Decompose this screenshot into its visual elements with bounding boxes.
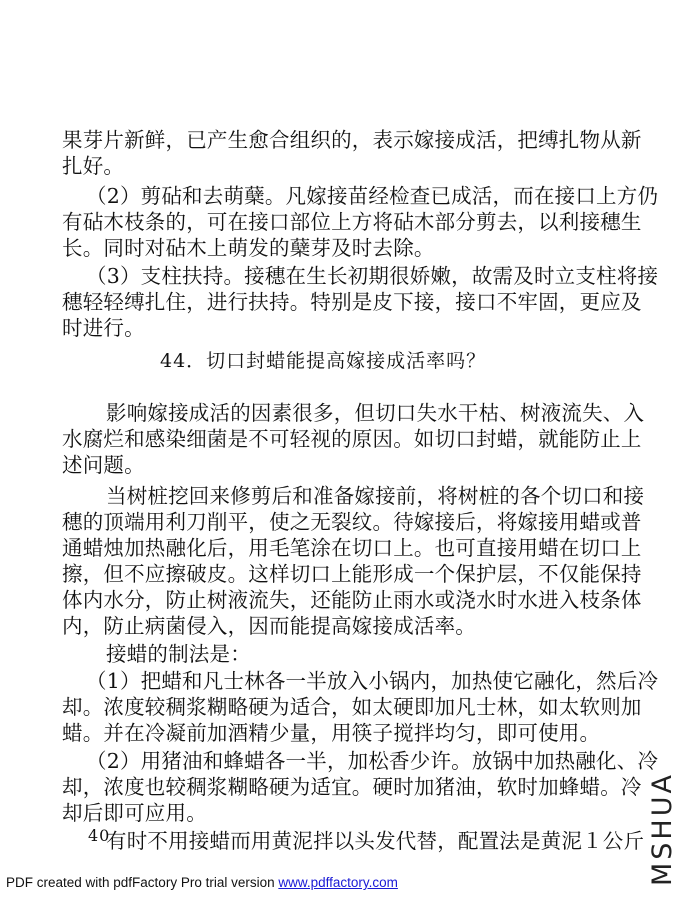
text-line: 长。同时对砧木上萌发的蘖芽及时去除。 — [62, 236, 435, 260]
text-line: 蜡。并在冷凝前加酒精少量，用筷子搅拌均匀，即可使用。 — [62, 721, 601, 745]
text-line: 当树桩挖回来修剪后和准备嫁接前，将树桩的各个切口和接 — [106, 484, 645, 508]
text-line: 却，浓度也较稠浆糊略硬为适宜。硬时加猪油，软时加蜂蜡。冷 — [62, 775, 642, 799]
text-line: （2）剪砧和去萌蘖。凡嫁接苗经检查已成活，而在接口上方仍 — [86, 184, 659, 208]
text-line: 接蜡的制法是： — [106, 642, 251, 666]
page-number: 40 — [88, 826, 111, 845]
text-line: 有砧木枝条的，可在接口部位上方将砧木部分剪去，以利接穗生 — [62, 210, 642, 234]
text-line: 穗的顶端用利刀削平，使之无裂纹。待嫁接后，将嫁接用蜡或普 — [62, 510, 642, 534]
pdf-footer — [6, 874, 398, 892]
text-line: 却。浓度较稠浆糊略硬为适合，如太硬即加凡士林，如太软则加 — [62, 695, 642, 719]
text-line: 扎好。 — [62, 154, 125, 178]
text-line: 述问题。 — [62, 453, 145, 477]
watermark: MSHUA — [647, 772, 678, 886]
text-line: （2）用猪油和蜂蜡各一半，加松香少许。放锅中加热融化、冷 — [86, 749, 659, 773]
text-line: 穗轻轻缚扎住，进行扶持。特别是皮下接，接口不牢固，更应及 — [62, 290, 642, 314]
text-line: 却后即可应用。 — [62, 801, 207, 825]
text-line: 体内水分，防止树液流失，还能防止雨水或浇水时水进入枝条体 — [62, 588, 642, 612]
text-line: 内，防止病菌侵入，因而能提高嫁接成活率。 — [62, 614, 476, 638]
text-line: 有时不用接蜡而用黄泥拌以头发代替，配置法是黄泥１公斤 — [106, 829, 645, 853]
section-title: 44．切口封蜡能提高嫁接成活率吗？ — [160, 350, 487, 372]
text-line: （3）支柱扶持。接穗在生长初期很娇嫩，故需及时立支柱将接 — [86, 264, 659, 288]
footer-link[interactable]: www.pdffactory.com — [278, 875, 398, 890]
footer-text: PDF created with pdfFactory Pro trial version — [6, 875, 279, 890]
text-line: 通蜡烛加热融化后，用毛笔涂在切口上。也可直接用蜡在切口上 — [62, 536, 642, 560]
text-line: （1）把蜡和凡士林各一半放入小锅内，加热使它融化，然后冷 — [86, 669, 659, 693]
text-line: 时进行。 — [62, 316, 145, 340]
text-line: 擦，但不应擦破皮。这样切口上能形成一个保护层，不仅能保持 — [62, 562, 642, 586]
text-line: 果芽片新鲜，已产生愈合组织的，表示嫁接成活，把缚扎物从新 — [62, 128, 642, 152]
text-line: 影响嫁接成活的因素很多，但切口失水干枯、树液流失、入 — [106, 401, 645, 425]
text-line: 水腐烂和感染细菌是不可轻视的原因。如切口封蜡，就能防止上 — [62, 427, 642, 451]
